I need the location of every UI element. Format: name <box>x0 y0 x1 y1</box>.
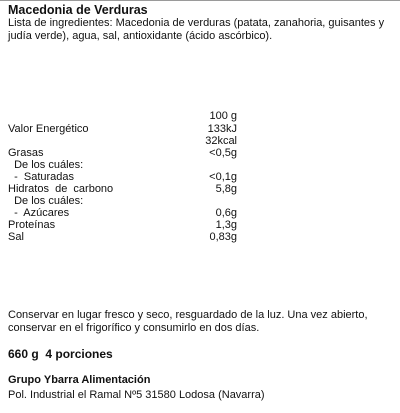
nutrition-value-salt: 0,83g <box>209 231 237 243</box>
company-address: Pol. Industrial el Ramal Nº5 31580 Lodosa (Navarra) <box>8 389 265 401</box>
product-title: Macedonia de Verduras <box>8 3 148 17</box>
nutrition-label-of-which: De los cuáles: <box>8 159 84 171</box>
nutrition-label-protein: Proteínas <box>8 219 56 231</box>
company-name: Grupo Ybarra Alimentación <box>8 374 151 386</box>
nutrition-label-carbohydrates: Hidratos de carbono <box>8 183 114 195</box>
ingredients-list: Lista de ingredientes: Macedonia de verduras (patata, zanahoria, guisantes y judía verde), agua, sal, antioxidante (ácido ascórbico). <box>8 17 385 42</box>
net-weight: 660 g 4 porciones <box>8 347 113 361</box>
nutrition-label-energy: Valor Energético <box>8 123 89 135</box>
nutrition-value-saturated: <0,1g <box>209 171 237 183</box>
nutrition-column-header: 100 g <box>209 110 237 122</box>
nutrition-value-protein: 1,3g <box>215 219 237 231</box>
nutrition-label-of-which: De los cuáles: <box>8 195 84 207</box>
nutrition-value-energy-kj: 133kJ <box>207 123 237 135</box>
nutrition-label-salt: Sal <box>8 231 24 243</box>
nutrition-label-saturated: - Saturadas <box>8 171 75 183</box>
storage-instructions: Conservar en lugar fresco y seco, resguardado de la luz. Una vez abierto, conservar en el frigorífico y consumirlo en dos días. <box>8 309 368 334</box>
nutrition-label-fat: Grasas <box>8 147 44 159</box>
nutrition-label-sugars: - Azúcares <box>8 207 70 219</box>
nutrition-value-energy-kcal: 32kcal <box>205 135 237 147</box>
nutrition-value-carbohydrates: 5,8g <box>215 183 237 195</box>
nutrition-value-fat: <0,5g <box>209 147 237 159</box>
nutrition-value-sugars: 0,6g <box>215 207 237 219</box>
